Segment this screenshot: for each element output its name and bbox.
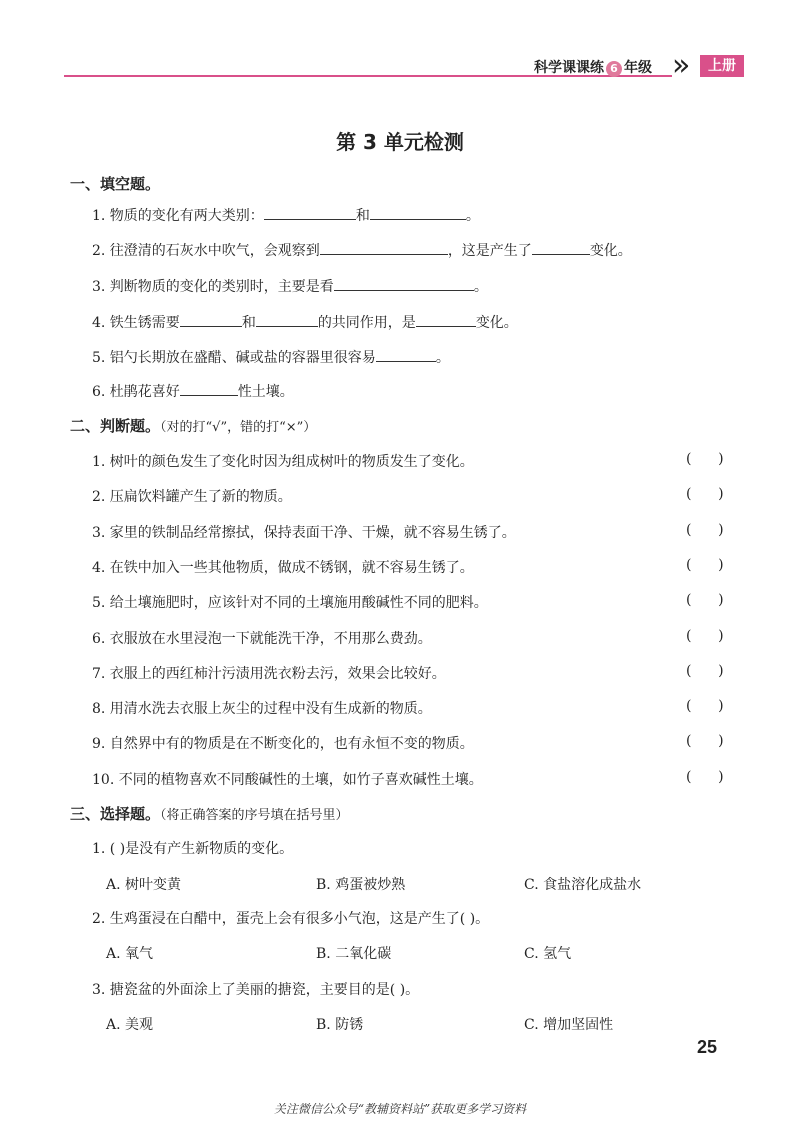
choice-question-1: 1. ( )是没有产生新物质的变化。 [92, 841, 294, 857]
footer-note: 关注微信公众号“教辅资料站”获取更多学习资料 [273, 1102, 527, 1116]
answer-parentheses[interactable]: ( ) [686, 592, 724, 608]
choice-q3-option-c[interactable]: C. 增加坚固性 [524, 1017, 614, 1033]
grade-number-badge: 6 [606, 61, 622, 77]
answer-blank[interactable] [376, 347, 436, 362]
answer-blank[interactable] [180, 381, 238, 396]
answer-parentheses[interactable]: ( ) [686, 522, 724, 538]
fill-q1-text: 1. 物质的变化有两大类别： [92, 208, 264, 224]
judge-question: 7. 衣服上的西红柿汁污渍用洗衣粉去污，效果会比较好。 [92, 666, 446, 682]
grade-label: 年级 [624, 60, 652, 76]
answer-blank[interactable] [532, 240, 590, 255]
judge-question: 3. 家里的铁制品经常擦拭，保持表面干净、干燥，就不容易生锈了。 [92, 525, 516, 541]
fill-question-2 [92, 240, 632, 260]
fill-q2-text: 2. 往澄清的石灰水中吹气，会观察到 [92, 243, 320, 259]
section-judge-heading [70, 415, 316, 436]
answer-parentheses[interactable]: ( ) [686, 557, 724, 573]
judge-question: 9. 自然界中有的物质是在不断变化的，也有永恒不变的物质。 [92, 736, 474, 752]
answer-blank[interactable] [264, 205, 356, 220]
answer-blank[interactable] [256, 312, 318, 327]
double-chevron-icon: » [672, 48, 681, 83]
fill-question-1 [92, 205, 480, 225]
fill-q1-text-c: 。 [465, 208, 480, 224]
answer-parentheses[interactable]: ( ) [686, 451, 724, 467]
fill-q5-text: 5. 铝勺长期放在盛醋、碱或盐的容器里很容易 [92, 350, 376, 366]
fill-q2-text-b: ，这是产生了 [447, 243, 532, 259]
answer-parentheses[interactable]: ( ) [686, 698, 724, 714]
header-book [534, 57, 652, 77]
judge-question: 6. 衣服放在水里浸泡一下就能洗干净，不用那么费劲。 [92, 631, 432, 647]
fill-question-4 [92, 312, 518, 332]
answer-parentheses[interactable]: ( ) [686, 628, 724, 644]
fill-q3-text: 3. 判断物质的变化的类别时，主要是看 [92, 279, 334, 295]
fill-q2-text-c: 变化。 [589, 243, 632, 259]
fill-q5-text-b: 。 [435, 350, 450, 366]
choice-q2-option-a[interactable]: A. 氧气 [106, 946, 154, 962]
choice-q1-option-a[interactable]: A. 树叶变黄 [106, 877, 182, 893]
fill-q1-text-b: 和 [355, 208, 370, 224]
answer-blank[interactable] [180, 312, 242, 327]
choice-question-2: 2. 生鸡蛋浸在白醋中，蛋壳上会有很多小气泡，这是产生了( )。 [92, 911, 490, 927]
judge-question: 1. 树叶的颜色发生了变化时因为组成树叶的物质发生了变化。 [92, 454, 474, 470]
answer-parentheses[interactable]: ( ) [686, 733, 724, 749]
answer-blank[interactable] [370, 205, 466, 220]
judge-question: 5. 给土壤施肥时，应该针对不同的土壤施用酸碱性不同的肥料。 [92, 595, 488, 611]
judge-question: 10. 不同的植物喜欢不同酸碱性的土壤，如竹子喜欢碱性土壤。 [92, 772, 483, 788]
page-title: 第 3 单元检测 [336, 130, 464, 154]
choice-q2-option-b[interactable]: B. 二氧化碳 [316, 946, 392, 962]
fill-q6-text-b: 性土壤。 [237, 384, 294, 400]
volume-badge: 上册 [700, 55, 744, 77]
judge-question: 8. 用清水洗去衣服上灰尘的过程中没有生成新的物质。 [92, 701, 432, 717]
answer-parentheses[interactable]: ( ) [686, 769, 724, 785]
choice-q1-option-b[interactable]: B. 鸡蛋被炒熟 [316, 877, 406, 893]
answer-parentheses[interactable]: ( ) [686, 486, 724, 502]
choice-q2-option-c[interactable]: C. 氢气 [524, 946, 572, 962]
answer-parentheses[interactable]: ( ) [686, 663, 724, 679]
choice-q3-option-a[interactable]: A. 美观 [106, 1017, 154, 1033]
section-judge-note: （对的打“√”，错的打“×”） [160, 420, 317, 435]
page-number: 25 [697, 1037, 718, 1057]
fill-q4-text-b: 和 [241, 315, 256, 331]
answer-blank[interactable] [416, 312, 476, 327]
section-choice-note: （将正确答案的序号填在括号里） [160, 808, 349, 823]
judge-question: 2. 压扁饮料罐产生了新的物质。 [92, 489, 292, 505]
choice-question-3: 3. 搪瓷盆的外面涂上了美丽的搪瓷，主要目的是( )。 [92, 982, 420, 998]
fill-q3-text-b: 。 [473, 279, 488, 295]
fill-q4-text-c: 的共同作用，是 [317, 315, 416, 331]
choice-q1-option-c[interactable]: C. 食盐溶化成盐水 [524, 877, 642, 893]
answer-blank[interactable] [320, 240, 448, 255]
choice-q3-option-b[interactable]: B. 防锈 [316, 1017, 364, 1033]
section-fill-heading: 一、填空题。 [70, 175, 161, 193]
fill-q4-text-d: 变化。 [475, 315, 518, 331]
fill-q4-text: 4. 铁生锈需要 [92, 315, 180, 331]
answer-blank[interactable] [334, 276, 474, 291]
section-choice-label: 三、选择题。 [70, 805, 161, 823]
book-title: 科学课课练 [534, 60, 604, 76]
fill-question-6 [92, 381, 294, 401]
section-judge-label: 二、判断题。 [70, 417, 161, 435]
judge-question: 4. 在铁中加入一些其他物质，做成不锈钢，就不容易生锈了。 [92, 560, 474, 576]
page-header [64, 48, 744, 83]
fill-question-5 [92, 347, 450, 367]
fill-q6-text: 6. 杜鹃花喜好 [92, 384, 180, 400]
section-choice-heading [70, 803, 349, 824]
fill-question-3 [92, 276, 488, 296]
